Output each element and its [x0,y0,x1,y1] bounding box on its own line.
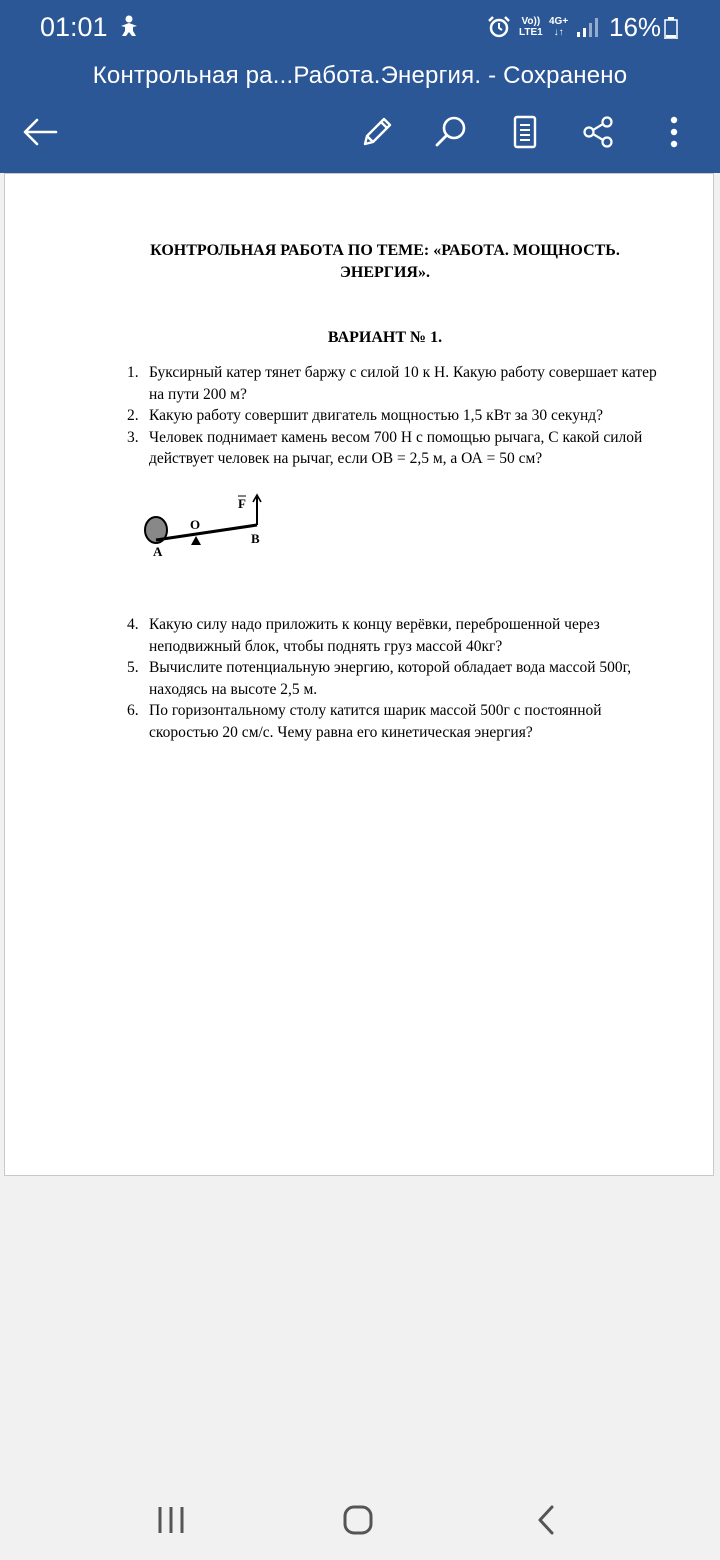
point-b-label: B [251,531,260,546]
lever-bar [156,525,257,540]
status-time: 01:01 [40,12,108,42]
battery-icon [664,17,678,44]
question-item: 5. Вычислите потенциальную энергию, которой обладает вода массой 500г, находясь на высоте 2,5 м. [127,659,632,698]
pivot-support [191,536,201,545]
volte-indicator: Vo)) LTE1 [519,16,543,38]
pencil-icon [360,115,394,149]
accessibility-person-icon [118,14,140,43]
app-bar [0,54,720,173]
alarm-icon [487,15,511,44]
reading-view-icon [512,115,538,149]
force-label: F [238,496,246,511]
document-title: Контрольная ра...Работа.Энергия. - Сохранено [92,62,628,89]
question-item: 6. По горизонтальному столу катится шарик массой 500г с постоянной скоростью 20 см/с. Чему равна его кинетическая энергия? [127,702,602,741]
home-button[interactable] [336,1498,380,1542]
system-nav-bar [0,1476,720,1560]
back-button[interactable] [18,110,62,154]
back-arrow-icon [22,118,58,146]
status-bar [0,0,720,54]
share-icon [581,115,615,149]
signal-icon [576,17,598,44]
recents-button[interactable] [149,1498,193,1542]
reading-view-button[interactable] [503,110,547,154]
more-options-button[interactable] [652,110,696,154]
question-list-part1 [125,362,665,470]
document-heading: КОНТРОЛЬНАЯ РАБОТА ПО ТЕМЕ: «РАБОТА. МОЩНОСТЬ. ЭНЕРГИЯ». [150,242,620,281]
more-vert-icon [669,115,679,149]
document-page [4,173,714,1176]
point-a-label: A [153,544,163,559]
pivot-label: O [190,517,201,532]
battery-percent: 16% [609,12,662,42]
question-list-part2 [125,614,665,743]
recents-icon [156,1505,186,1535]
network-type-indicator: 4G+ ↓↑ [549,16,569,38]
question-item: 3. Человек поднимает камень весом 700 Н с помощью рычага, С какой силой действует человек на рычаг, если ОВ = 2,5 м, а ОА = 50 см? [127,428,643,467]
home-icon [342,1504,374,1536]
search-button[interactable] [429,110,473,154]
system-back-button[interactable] [524,1498,568,1542]
back-icon [535,1504,557,1536]
search-icon [434,115,468,149]
question-item: 2. Какую работу совершит двигатель мощностью 1,5 кВт за 30 секунд? [127,407,604,424]
question-item: 4. Какую силу надо приложить к концу верёвки, переброшенной через неподвижный блок, чтобы поднять груз массой 40кг? [127,616,600,655]
lever-figure [141,488,281,560]
share-button[interactable] [576,110,620,154]
question-item: 1. Буксирный катер тянет баржу с силой 10 к Н. Какую работу совершает катер на пути 200 м? [127,364,657,403]
variant-heading: ВАРИАНТ № 1. [327,329,443,346]
edit-button[interactable] [355,110,399,154]
